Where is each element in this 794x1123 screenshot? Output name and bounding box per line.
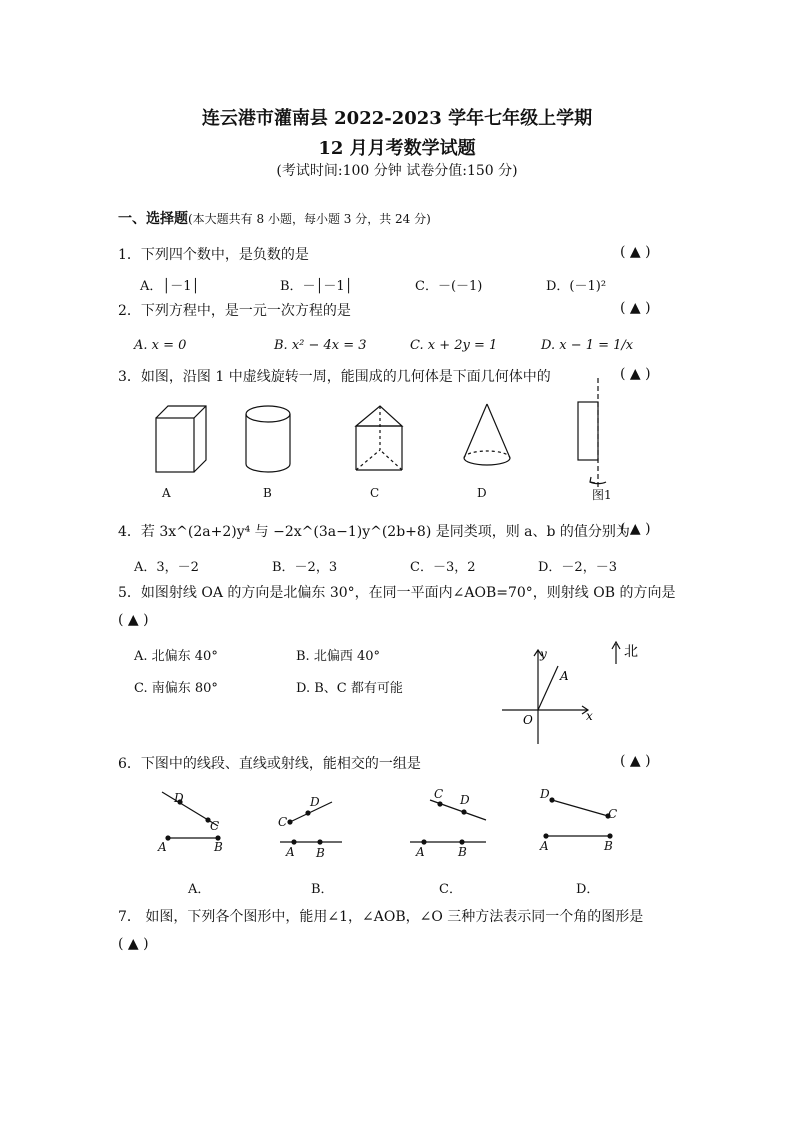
label-y: y [540, 647, 547, 661]
fig-c-label-c: C [434, 787, 444, 801]
fig-d-label-c: C [608, 807, 618, 821]
q2-option-d: D. x − 1 = 1/x [541, 338, 634, 353]
fig-b-label-a: A [286, 845, 295, 859]
label-a: A [560, 669, 569, 683]
q5-stem: 5．如图射线 OA 的方向是北偏东 30°，在同一平面内∠AOB=70°，则射线 OB 的方向是 [118, 585, 676, 601]
q1-answer-mark: ( ▲ ) [620, 244, 651, 260]
q5-option-b: B. 北偏西 40° [296, 649, 380, 664]
q3-answer-mark: ( ▲ ) [620, 366, 651, 382]
cuboid-shape [156, 406, 206, 472]
q1-option-a: A．│－1│ [140, 279, 200, 294]
figure1-shape [578, 378, 606, 488]
q3-figures [140, 376, 640, 506]
fig-b-label-d: D [310, 795, 320, 809]
section-heading-note: (本大题共有 8 小题，每小题 3 分，共 24 分) [188, 212, 431, 226]
q6-answer-mark: ( ▲ ) [620, 753, 651, 769]
q1-option-d: D．(－1)² [546, 279, 607, 294]
q4-stem: 4．若 3x^(2a+2)y⁴ 与 −2x^(3a−1)y^(2b+8) 是同类项，则 a、b 的值分别为 [118, 524, 630, 540]
q3-stem: 3．如图，沿图 1 中虚线旋转一周，能围成的几何体是下面几何体中的 [118, 369, 551, 385]
cylinder-shape [246, 406, 290, 472]
q2-option-b: B. x² − 4x = 3 [274, 338, 367, 353]
label-north: 北 [624, 644, 638, 660]
q5-option-d: D. B、C 都有可能 [296, 681, 403, 696]
q3-label-d: D [477, 486, 487, 500]
q4-option-d: D．－2，－3 [538, 560, 617, 575]
exam-info: (考试时间:100 分钟 试卷分值:150 分) [276, 163, 518, 179]
fig-b-label-b: B [316, 846, 325, 860]
q7-answer-mark: ( ▲ ) [118, 936, 149, 952]
prism-shape [356, 406, 402, 470]
q4-option-a: A．3，－2 [134, 560, 199, 575]
section-heading-title: 一、选择题 [118, 211, 188, 227]
q6-option-d: D． [576, 882, 600, 897]
fig-a-label-c: C [210, 819, 220, 833]
q3-label-fig1: 图1 [592, 488, 612, 502]
q4-answer-mark: ( ▲ ) [620, 521, 651, 537]
q2-option-a: A. x = 0 [134, 338, 187, 353]
fig-c-label-d: D [460, 793, 470, 807]
q1-option-c: C．－(－1) [415, 279, 483, 294]
q6-option-c: C． [439, 882, 462, 897]
q3-label-a: A [162, 486, 171, 500]
q5-answer-mark: ( ▲ ) [118, 612, 149, 628]
fig-d-label-b: B [604, 839, 613, 853]
cone-shape [464, 404, 510, 465]
q5-option-a: A. 北偏东 40° [134, 649, 218, 664]
fig-d-label-d: D [540, 787, 550, 801]
q5-coordinate-figure [496, 636, 656, 748]
q7-stem: 7． 如图，下列各个图形中，能用∠1，∠AOB，∠O 三种方法表示同一个角的图形是 [118, 909, 644, 925]
q6-figures [150, 780, 630, 870]
fig-b-label-c: C [278, 815, 288, 829]
page-title-line1: 连云港市灌南县 2022-2023 学年七年级上学期 [201, 108, 593, 129]
q1-option-b: B．－│－1│ [280, 279, 353, 294]
fig-c-label-b: B [458, 845, 467, 859]
q6-option-a: A． [188, 882, 211, 897]
fig-d-label-a: A [540, 839, 549, 853]
q6-stem: 6．下图中的线段、直线或射线，能相交的一组是 [118, 756, 421, 772]
fig-c-label-a: A [416, 845, 425, 859]
page-title-line2: 12 月月考数学试题 [318, 138, 476, 159]
q1-stem: 1．下列四个数中，是负数的是 [118, 247, 309, 263]
fig-a-label-d: D [174, 791, 184, 805]
q2-stem: 2．下列方程中，是一元一次方程的是 [118, 303, 351, 319]
fig-a-label-b: B [214, 840, 223, 854]
q2-answer-mark: ( ▲ ) [620, 300, 651, 316]
q3-label-c: C [370, 486, 380, 500]
fig-a-label-a: A [158, 840, 167, 854]
q4-option-b: B．－2，3 [272, 560, 338, 575]
q4-option-c: C．－3，2 [410, 560, 476, 575]
q3-label-b: B [263, 486, 272, 500]
q6-option-b: B． [311, 882, 334, 897]
label-o: O [523, 713, 533, 727]
ray-oa [538, 666, 558, 710]
label-x: x [586, 709, 593, 723]
section-heading [118, 208, 431, 228]
q2-option-c: C. x + 2y = 1 [410, 338, 498, 353]
q5-option-c: C. 南偏东 80° [134, 681, 218, 696]
